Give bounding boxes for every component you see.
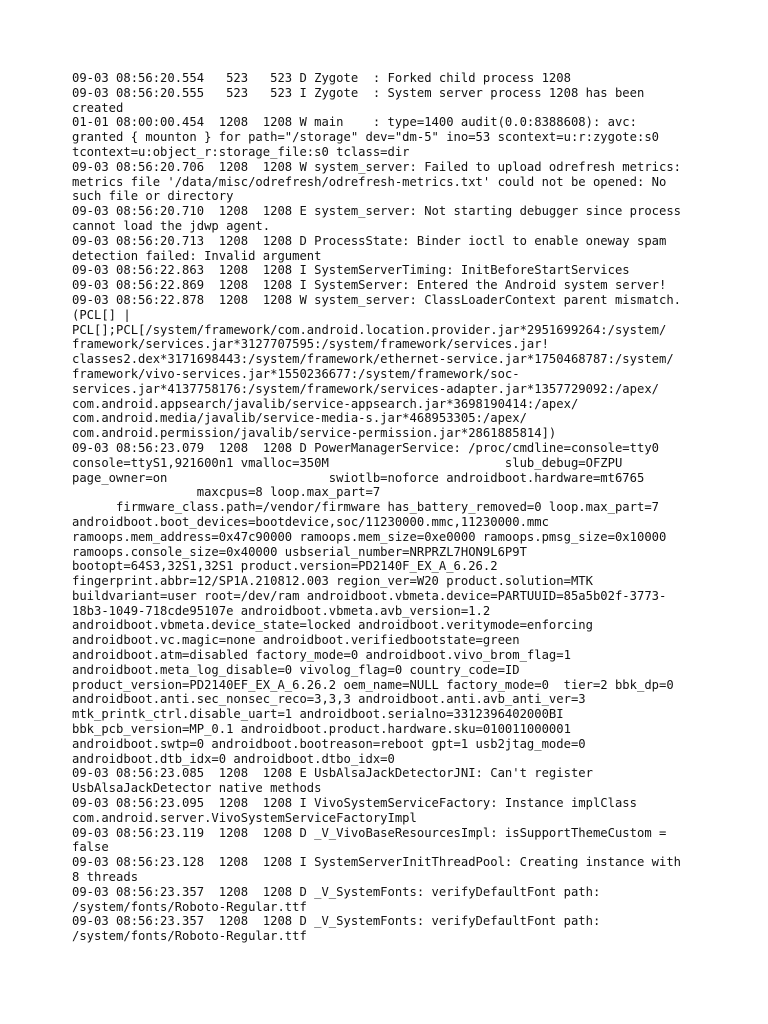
log-line: cannot load the jdwp agent. xyxy=(72,218,271,233)
log-line: com.android.appsearch/javalib/service-appsearch.jar*3698190414:/apex/ xyxy=(72,396,579,411)
log-line: false xyxy=(72,840,109,855)
log-line: created xyxy=(72,100,124,115)
log-line: firmware_class.path=/vendor/firmware has_battery_removed=0 loop.max_part=7 xyxy=(72,500,659,515)
log-line: fingerprint.abbr=12/SP1A.210812.003 region_ver=W20 product.solution=MTK xyxy=(72,574,593,589)
log-line: 09-03 08:56:20.706 1208 1208 W system_server: Failed to upload odrefresh metrics: xyxy=(72,159,682,174)
log-line: granted { mounton } for path="/storage" dev="dm-5" ino=53 scontext=u:r:zygote:s0 xyxy=(72,130,659,145)
log-line: androidboot.meta_log_disable=0 vivolog_flag=0 country_code=ID xyxy=(72,662,520,677)
log-line: PCL[];PCL[/system/framework/com.android.location.provider.jar*2951699264:/system/ xyxy=(72,322,667,337)
log-line: framework/vivo-services.jar*1550236677:/system/framework/soc- xyxy=(72,366,520,381)
log-line: 8 threads xyxy=(72,870,139,885)
log-line: 09-03 08:56:20.555 523 523 I Zygote : System server process 1208 has been xyxy=(72,85,645,100)
log-line: androidboot.vbmeta.device_state=locked androidboot.veritymode=enforcing xyxy=(72,618,593,633)
log-line: androidboot.swtp=0 androidboot.bootreason=reboot gpt=1 usb2jtag_mode=0 xyxy=(72,736,586,751)
log-line: 01-01 08:00:00.454 1208 1208 W main : type=1400 audit(0.0:8388608): avc: xyxy=(72,115,637,130)
log-line: buildvariant=user root=/dev/ram androidboot.vbmeta.device=PARTUUID=85a5b02f-3773- xyxy=(72,588,667,603)
log-line: (PCL[] | xyxy=(72,307,131,322)
log-line: bootopt=64S3,32S1,32S1 product.version=PD2140F_EX_A_6.26.2 xyxy=(72,559,498,574)
log-line: bbk_pcb_version=MP_0.1 androidboot.product.hardware.sku=010011000001 xyxy=(72,722,571,737)
log-line: 09-03 08:56:23.357 1208 1208 D _V_SystemFonts: verifyDefaultFont path: xyxy=(72,884,601,899)
log-line: com.android.permission/javalib/service-permission.jar*2861885814]) xyxy=(72,426,557,441)
log-line: such file or directory xyxy=(72,189,234,204)
log-line: mtk_printk_ctrl.disable_uart=1 androidboot.serialno=3312396402000BI xyxy=(72,707,564,722)
log-line: maxcpus=8 loop.max_part=7 xyxy=(72,485,381,500)
log-line: 09-03 08:56:20.710 1208 1208 E system_server: Not starting debugger since process xyxy=(72,204,682,219)
log-line: 09-03 08:56:22.878 1208 1208 W system_server: ClassLoaderContext parent mismatch. xyxy=(72,292,682,307)
log-line: 09-03 08:56:23.079 1208 1208 D PowerManagerService: /proc/cmdline=console=tty0 xyxy=(72,440,659,455)
log-line: 09-03 08:56:20.713 1208 1208 D ProcessState: Binder ioctl to enable oneway spam xyxy=(72,233,667,248)
log-line: product_version=PD2140EF_EX_A_6.26.2 oem_name=NULL factory_mode=0 tier=2 bbk_dp=0 xyxy=(72,677,674,692)
log-line: 09-03 08:56:23.357 1208 1208 D _V_SystemFonts: verifyDefaultFont path: xyxy=(72,914,601,929)
log-line: ramoops.mem_address=0x47c90000 ramoops.mem_size=0xe0000 ramoops.pmsg_size=0x10000 xyxy=(72,529,667,544)
log-line: androidboot.atm=disabled factory_mode=0 androidboot.vivo_brom_flag=1 xyxy=(72,648,571,663)
log-line: 09-03 08:56:23.085 1208 1208 E UsbAlsaJackDetectorJNI: Can't register xyxy=(72,766,593,781)
log-line: 09-03 08:56:23.128 1208 1208 I SystemServerInitThreadPool: Creating instance with xyxy=(72,855,682,870)
log-line: framework/services.jar*3127707595:/system/framework/services.jar! xyxy=(72,337,549,352)
log-line: 09-03 08:56:20.554 523 523 D Zygote : Forked child process 1208 xyxy=(72,71,571,85)
log-line: classes2.dex*3171698443:/system/framework/ethernet-service.jar*1750468787:/system/ xyxy=(72,352,674,367)
log-line: 09-03 08:56:23.119 1208 1208 D _V_VivoBaseResourcesImpl: isSupportThemeCustom = xyxy=(72,825,667,840)
log-line: ramoops.console_size=0x40000 usbserial_number=NRPRZL7HON9L6P9T xyxy=(72,544,527,559)
log-line: page_owner=on swiotlb=noforce androidboot.hardware=mt6765 xyxy=(72,470,645,485)
log-line: 18b3-1049-718cde95107e androidboot.vbmeta.avb_version=1.2 xyxy=(72,603,491,618)
log-line: services.jar*4137758176:/system/framework/services-adapter.jar*1357729092:/apex/ xyxy=(72,381,659,396)
log-line: androidboot.vc.magic=none androidboot.verifiedbootstate=green xyxy=(72,633,520,648)
log-line: console=ttyS1,921600n1 vmalloc=350M slub_debug=OFZPU xyxy=(72,455,623,470)
log-line: UsbAlsaJackDetector native methods xyxy=(72,781,322,796)
log-line: /system/fonts/Roboto-Regular.ttf xyxy=(72,899,307,914)
log-line: detection failed: Invalid argument xyxy=(72,248,322,263)
log-line: androidboot.anti.sec_nonsec_reco=3,3,3 androidboot.anti.avb_anti_ver=3 xyxy=(72,692,586,707)
log-line: com.android.media/javalib/service-media-s.jar*468953305:/apex/ xyxy=(72,411,527,426)
log-line: 09-03 08:56:23.095 1208 1208 I VivoSystemServiceFactory: Instance implClass xyxy=(72,796,637,811)
log-line: androidboot.dtb_idx=0 androidboot.dtbo_idx=0 xyxy=(72,751,395,766)
log-line: androidboot.boot_devices=bootdevice,soc/11230000.mmc,11230000.mmc xyxy=(72,514,549,529)
log-text-block xyxy=(72,71,712,944)
log-line: com.android.server.VivoSystemServiceFactoryImpl xyxy=(72,810,417,825)
log-line: tcontext=u:object_r:storage_file:s0 tclass=dir xyxy=(72,144,410,159)
log-line: 09-03 08:56:22.863 1208 1208 I SystemServerTiming: InitBeforeStartServices xyxy=(72,263,630,278)
log-line: metrics file '/data/misc/odrefresh/odrefresh-metrics.txt' could not be opened: No xyxy=(72,174,667,189)
log-line: /system/fonts/Roboto-Regular.ttf xyxy=(72,929,307,944)
log-line: 09-03 08:56:22.869 1208 1208 I SystemServer: Entered the Android system server! xyxy=(72,278,667,293)
